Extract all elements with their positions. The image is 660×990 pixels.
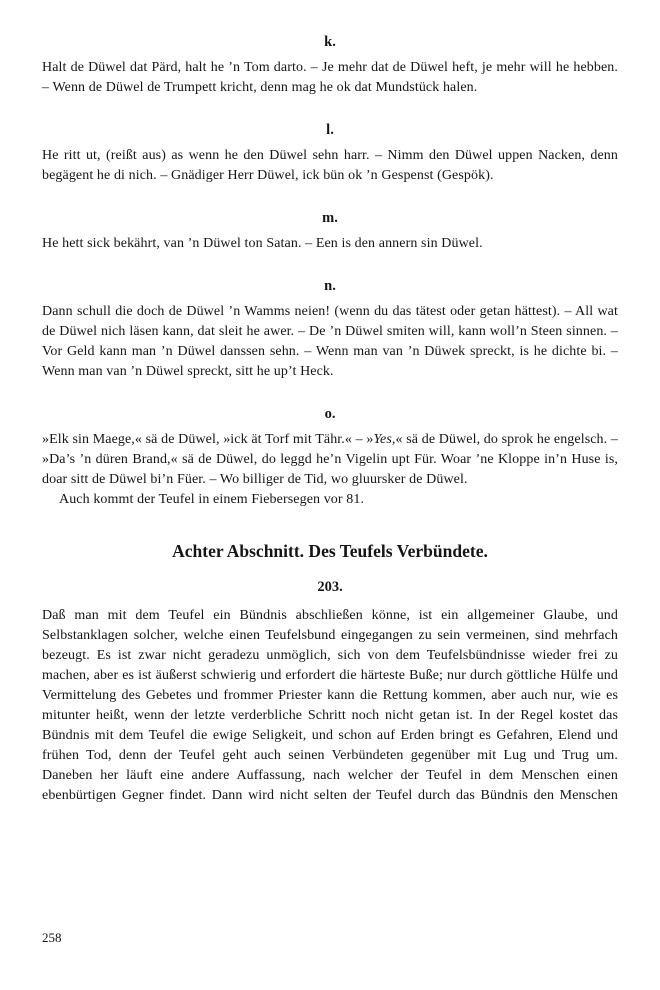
section-m	[42, 210, 618, 254]
section-n-text: Dann schull die doch de Düwel ’n Wamms neien! (wenn du das tätest oder getan hättest). – All wat de Düwel nich läsen kann, dat sleit he awer. – De ’n Düwel smiten will, kann woll’n Steen sinnen. – Vor Geld kann man ’n Düwel danssen sehn. – Wenn man van ’n Düwek spreckt, is he dichte bi. – Wenn man van ’n Düwel spreckt, sitt he up’t Heck.	[42, 304, 618, 379]
chapter-text: Daß man mit dem Teufel ein Bündnis abschließen könne, ist ein allgemeiner Glaube, und Selbstanklagen solcher, welche einen Teufelsbund eingegangen zu sein vermeinen, sind mehrfach bezeugt. Es ist zwar nicht geradezu unmöglich, sich von dem Teufelsbündnisse wieder frei zu machen, aber es ist äußerst schwierig und erfordert die härteste Buße; nur durch göttliche Hülfe und Vermittelung des Gebetes und frommer Priester kann die Rettung kommen, aber auch nur, wie es mitunter heißt, wenn der letzte verderbliche Schritt noch nicht getan ist. In der Regel kostet das Bündnis mit dem Teufel die ewige Seligkeit, und schon auf Erden bringt es Gefahren, Elend und frühen Tod, denn der Teufel geht auch seinen Verbündeten gegenüber mit Lug und Trug um. Daneben her läuft eine andere Auffassung, nach welcher der Teufel in dem Menschen einen ebenbürtigen Gegner findet. Dann wird nicht selten der Teufel durch das Bündnis den Menschen	[42, 608, 618, 803]
section-o	[42, 406, 618, 510]
chapter-section-number: 203.	[317, 579, 343, 595]
chapter-heading: Achter Abschnitt. Des Teufels Verbündete.	[172, 541, 488, 561]
section-o-text-part2: « sä de Düwel, do sprok he engelsch. – »Da’s ’n düren Brand,« sä de Düwel, do leggd he’n Vigelin upt Für. Woar ’ne Kloppe in’n Huse is, doar sitt de Düwel bi’n Füer. – Wo billiger de Tid, wo gluursker de Düwel.	[42, 432, 618, 487]
section-o-text-italic: Yes,	[373, 432, 396, 447]
section-l-text: He ritt ut, (reißt aus) as wenn he den Düwel sehn harr. – Nimm den Düwel uppen Nacken, denn begägent he di nich. – Gnädiger Herr Düwel, ick bün ok ’n Gespenst (Gespök).	[42, 148, 618, 183]
section-n	[42, 278, 618, 382]
section-l	[42, 122, 618, 186]
section-m-heading: m.	[322, 210, 338, 226]
section-o-text-part1: »Elk sin Maege,« sä de Düwel, »ick ät Torf mit Tähr.« – »	[42, 432, 374, 447]
section-n-heading: n.	[324, 278, 336, 294]
section-o-note: Auch kommt der Teufel in einem Fiebersegen vor 81.	[59, 492, 365, 507]
section-l-heading: l.	[326, 122, 334, 138]
section-o-text	[42, 430, 618, 490]
page-number: 258	[42, 930, 62, 945]
section-k-heading: k.	[324, 34, 336, 50]
section-o-heading: o.	[324, 406, 336, 422]
section-k	[42, 34, 618, 98]
section-m-text: He hett sick bekährt, van ’n Düwel ton Satan. – Een is den annern sin Düwel.	[42, 236, 483, 251]
section-k-text: Halt de Düwel dat Pärd, halt he ’n Tom darto. – Je mehr dat de Düwel heft, je mehr will he hebben. – Wenn de Düwel de Trumpett kricht, denn mag he ok dat Mundstück halen.	[42, 60, 618, 95]
